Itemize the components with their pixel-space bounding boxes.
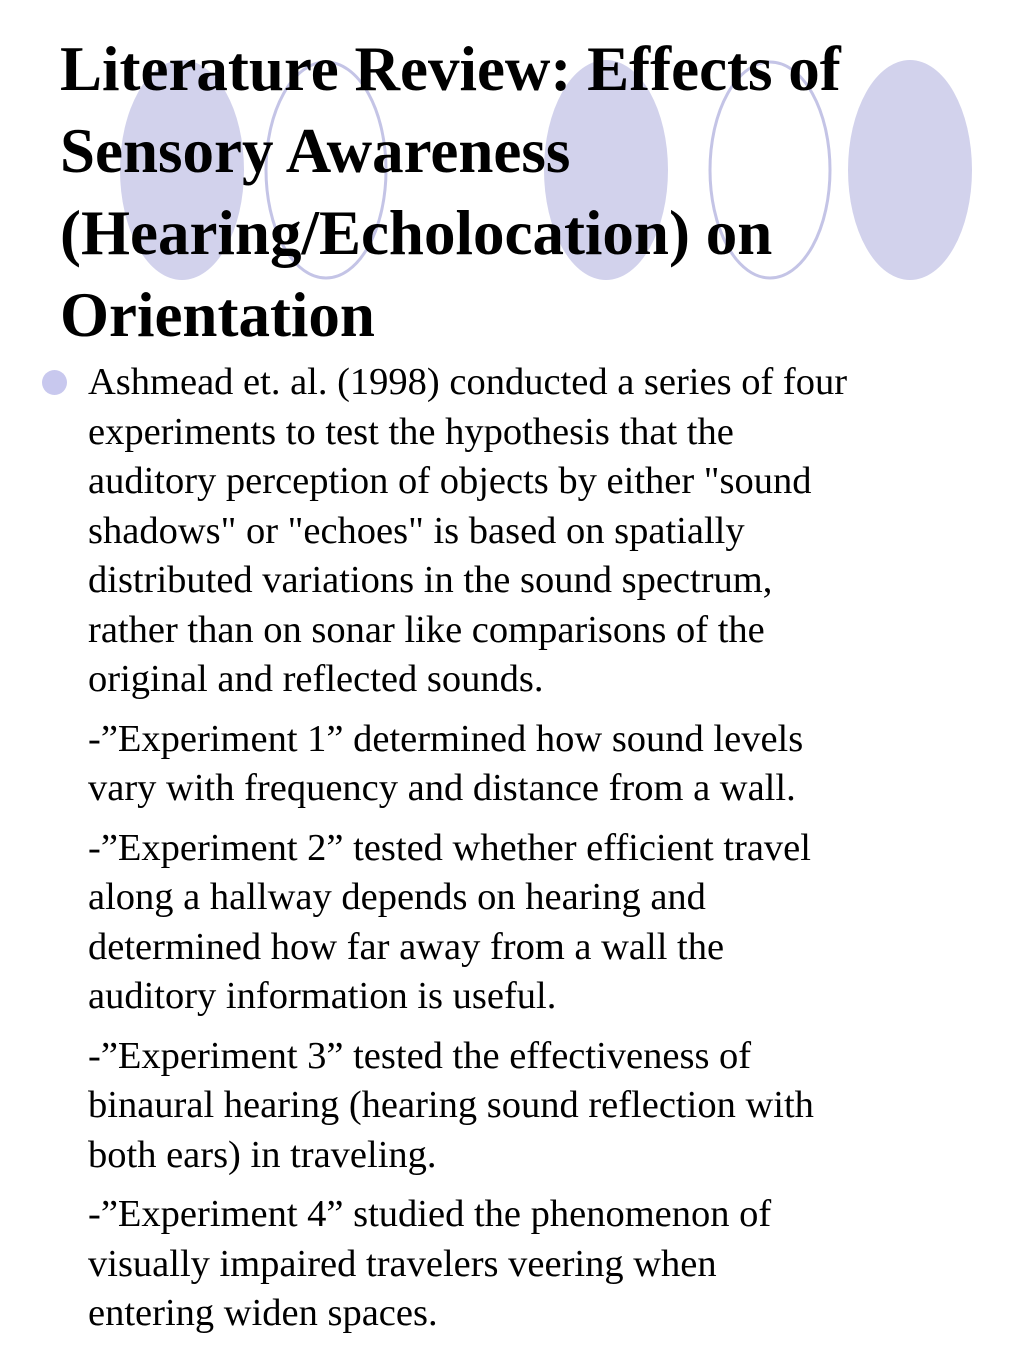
text-line: -”Experiment 1” determined how sound levels	[88, 717, 804, 760]
text-line: both ears) in traveling.	[88, 1133, 437, 1176]
text-line: determined how far away from a wall the	[88, 925, 725, 968]
experiment-1-paragraph	[88, 715, 1008, 814]
slide-title	[60, 28, 1000, 356]
title-line: Orientation	[60, 280, 375, 350]
text-line: visually impaired travelers veering when	[88, 1242, 717, 1285]
text-line: auditory information is useful.	[88, 975, 557, 1017]
text-line: experiments to test the hypothesis that the	[88, 410, 734, 453]
slide-body	[88, 358, 1008, 1339]
text-line: Ashmead et. al. (1998) conducted a series of four	[88, 361, 848, 403]
text-line: along a hallway depends on hearing and	[88, 876, 706, 918]
text-line: original and reflected sounds.	[88, 658, 544, 700]
bullet-dot-icon	[42, 370, 67, 395]
bullet-paragraph	[88, 358, 1008, 705]
text-line: auditory perception of objects by either "sound	[88, 460, 812, 502]
text-line: distributed variations in the sound spectrum,	[88, 559, 773, 601]
text-line: vary with frequency and distance from a wall.	[88, 767, 796, 809]
title-line: (Hearing/Echolocation) on	[60, 198, 773, 268]
text-line: rather than on sonar like comparisons of the	[88, 608, 765, 651]
title-line: Literature Review: Effects of	[60, 34, 841, 104]
experiment-4-paragraph	[88, 1190, 1008, 1339]
experiment-2-paragraph	[88, 824, 1008, 1022]
text-line: -”Experiment 4” studied the phenomenon of	[88, 1193, 772, 1235]
text-line: binaural hearing (hearing sound reflection with	[88, 1084, 814, 1126]
text-line: -”Experiment 2” tested whether efficient travel	[88, 826, 811, 869]
text-line: -”Experiment 3” tested the effectiveness of	[88, 1034, 752, 1077]
experiment-3-paragraph	[88, 1032, 1008, 1181]
text-line: entering widen spaces.	[88, 1292, 438, 1334]
text-line: shadows" or "echoes" is based on spatially	[88, 509, 745, 552]
title-line: Sensory Awareness	[60, 116, 571, 186]
